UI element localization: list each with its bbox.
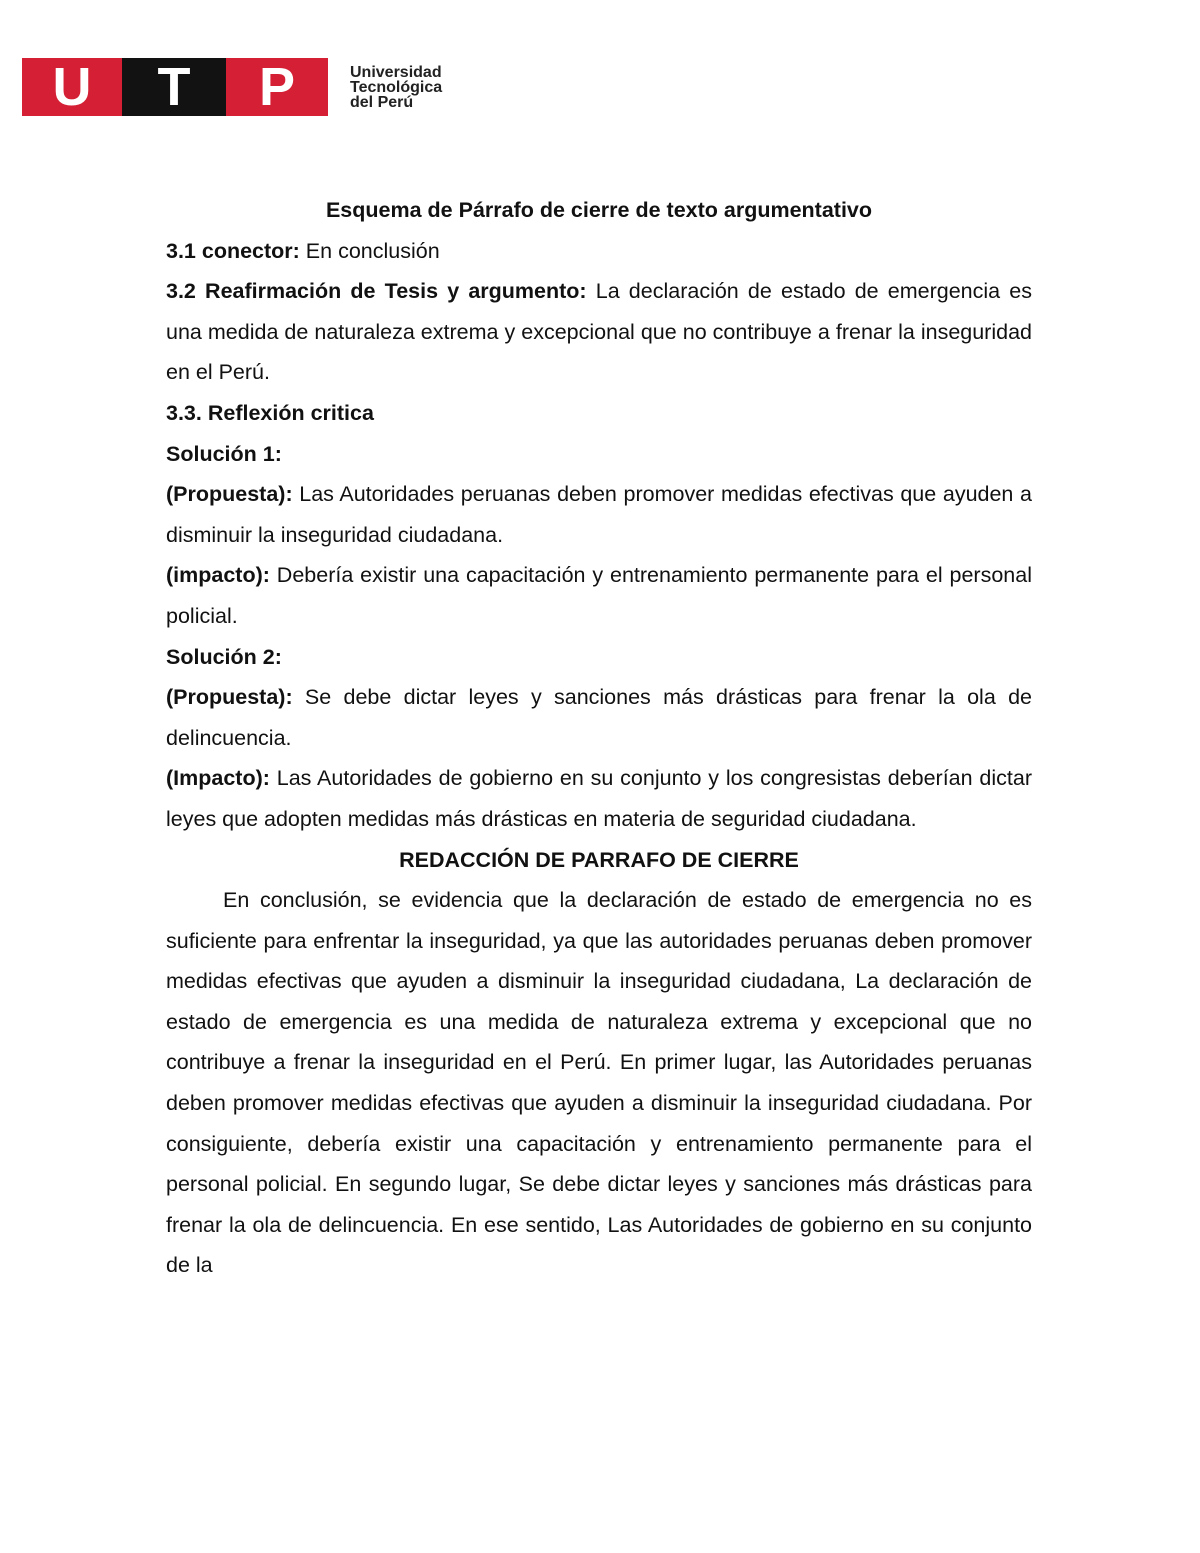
section-3-2-text: La declaración de estado de emergencia es una medida de naturaleza extrema y excepcional que no contribuye a frenar la inseguridad en el Perú. (166, 279, 1032, 385)
logo-letter-u: U (22, 58, 122, 116)
document-body (166, 190, 1032, 1286)
solution-2-proposal (166, 677, 1032, 758)
logo-wordmark (350, 65, 442, 110)
section-3-1 (166, 231, 1032, 272)
solution-1-proposal-label: (Propuesta): (166, 482, 293, 507)
utp-logo (22, 58, 442, 116)
solution-2-impact (166, 758, 1032, 839)
solution-2-heading: Solución 2: (166, 644, 282, 669)
logo-line-3: del Perú (350, 93, 414, 111)
section-3-1-text: En conclusión (299, 238, 440, 263)
solution-1-impact-label: (impacto): (166, 563, 270, 588)
solution-1-impact (166, 555, 1032, 636)
logo-line-1: Universidad (350, 63, 442, 81)
solution-2-proposal-text: Se debe dictar leyes y sanciones más drásticas para frenar la ola de delincuencia. (166, 685, 1032, 750)
section-3-3-heading: 3.3. Reflexión critica (166, 400, 374, 425)
solution-2-impact-label: (Impacto): (166, 766, 270, 791)
document-title: Esquema de Párrafo de cierre de texto argumentativo (325, 198, 873, 222)
solution-2-impact-text: Las Autoridades de gobierno en su conjunto y los congresistas deberían dictar leyes que adopten medidas más drásticas en materia de seguridad ciudadana. (166, 766, 1032, 831)
logo-letter-t: T (122, 58, 226, 116)
solution-1-proposal-text: Las Autoridades peruanas deben promover medidas efectivas que ayuden a disminuir la inseguridad ciudadana. (166, 482, 1032, 547)
logo-letter-p: P (226, 58, 328, 116)
solution-1-heading: Solución 1: (166, 441, 282, 466)
solution-1-proposal (166, 474, 1032, 555)
section-3-2-label: 3.2 Reafirmación de Tesis y argumento: (166, 279, 587, 304)
redaccion-heading: REDACCIÓN DE PARRAFO DE CIERRE (399, 847, 799, 872)
redaccion-paragraph: En conclusión, se evidencia que la declaración de estado de emergencia no es suficiente para enfrentar la inseguridad, ya que las autoridades peruanas deben promover medidas efectivas que ayuden a disminuir la inseguridad ciudadana, La declaración de estado de emergencia es una medida de naturaleza extrema y excepcional que no contribuye a frenar la inseguridad en el Perú. En primer lugar, las Autoridades peruanas deben promover medidas efectivas que ayuden a disminuir la inseguridad ciudadana. Por consiguiente, debería existir una capacitación y entrenamiento permanente para el personal policial. En segundo lugar, Se debe dictar leyes y sanciones más drásticas para frenar la ola de delincuencia. En ese sentido, Las Autoridades de gobierno en su conjunto de la (166, 888, 1032, 1278)
solution-2-proposal-label: (Propuesta): (166, 685, 293, 710)
logo-line-2: Tecnológica (350, 78, 443, 96)
utp-logo-mark (22, 58, 328, 116)
solution-1-impact-text: Debería existir una capacitación y entrenamiento permanente para el personal policial. (166, 563, 1032, 628)
section-3-1-label: 3.1 conector: (166, 238, 300, 263)
section-3-2 (166, 271, 1032, 393)
